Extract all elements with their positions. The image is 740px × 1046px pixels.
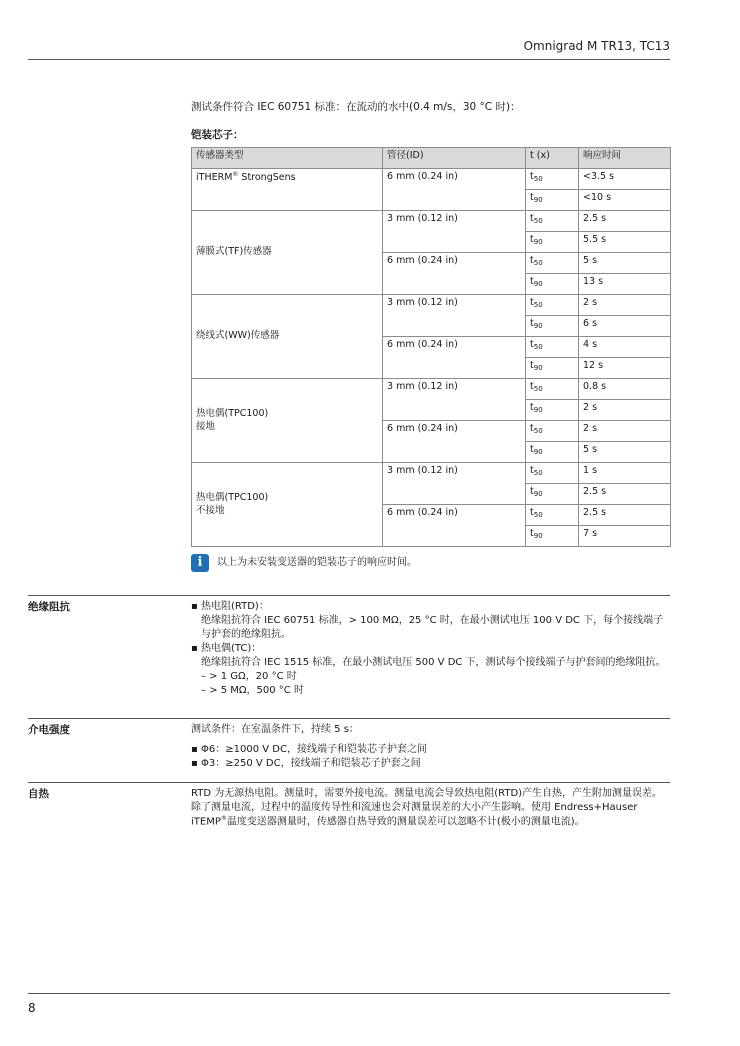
t90-cell: $t_{90}$	[526, 484, 579, 505]
diameter-cell: 6 mm (0.24 in)	[383, 337, 526, 379]
table-header-row	[192, 148, 671, 169]
footer-divider	[28, 993, 670, 994]
sensor-type-cell	[192, 463, 383, 547]
column-header-diameter: 管径(ID)	[383, 148, 526, 169]
t50-cell: $t_{50}$	[526, 379, 579, 400]
table-row	[192, 211, 671, 232]
response-value: 2.5 s	[579, 505, 671, 526]
t50-cell: $t_{50}$	[526, 463, 579, 484]
sensor-name: 热电偶(TPC100)	[196, 491, 269, 503]
diameter-cell: 6 mm (0.24 in)	[383, 169, 526, 211]
sensor-type-cell	[192, 169, 383, 211]
t90-cell: $t_{90}$	[526, 358, 579, 379]
t90-cell: $t_{90}$	[526, 274, 579, 295]
response-value: 1 s	[579, 463, 671, 484]
response-value: 5.5 s	[579, 232, 671, 253]
response-value: 0.8 s	[579, 379, 671, 400]
info-note-text: 以上为未安装变送器的铠装芯子的响应时间。	[217, 557, 417, 569]
diameter-cell: 6 mm (0.24 in)	[383, 505, 526, 547]
table-row	[192, 463, 671, 484]
list-item: ▪ Φ6：≥1000 V DC，接线端子和铠装芯子护套之间	[191, 743, 670, 757]
sensor-type-cell	[192, 295, 383, 379]
sensor-grounding: 不接地	[196, 504, 225, 516]
dielectric-body	[191, 723, 670, 771]
table-row	[192, 379, 671, 400]
t50-cell: $t_{50}$	[526, 211, 579, 232]
armored-insert-heading: 铠装芯子：	[191, 129, 244, 141]
response-value: 4 s	[579, 337, 671, 358]
response-value: <10 s	[579, 190, 671, 211]
dielectric-intro: 测试条件：在室温条件下，持续 5 s：	[191, 724, 359, 735]
sensor-name-suffix: StrongSens	[238, 172, 296, 184]
test-conditions-intro: 测试条件符合 IEC 60751 标准：在流动的水中(0.4 m/s，30 °C 时)：	[191, 101, 521, 113]
response-value: 2.5 s	[579, 211, 671, 232]
sensor-type-cell	[192, 379, 383, 463]
rtd-title: ▪ 热电阻(RTD)：	[201, 601, 269, 612]
insulation-section	[28, 595, 670, 696]
table-row	[192, 169, 671, 190]
response-value: 13 s	[579, 274, 671, 295]
tc-value-2: – > 5 MΩ，500 °C 时	[201, 685, 304, 696]
t90-cell: $t_{90}$	[526, 442, 579, 463]
diameter-cell: 3 mm (0.12 in)	[383, 211, 526, 253]
response-value: 2 s	[579, 295, 671, 316]
list-item: ▪ Φ3：≥250 V DC，接线端子和铠装芯子护套之间	[191, 757, 670, 771]
tc-text: 绝缘阻抗符合 IEC 1515 标准，在最小测试电压 500 V DC 下，测试每个接线端子与护套间的绝缘阻抗。	[201, 657, 666, 668]
sensor-grounding: 接地	[196, 420, 216, 432]
document-title: Omnigrad M TR13, TC13	[523, 39, 670, 53]
tc-value-1: – > 1 GΩ，20 °C 时	[201, 671, 297, 682]
response-value: 2.5 s	[579, 484, 671, 505]
response-value: <3.5 s	[579, 169, 671, 190]
sensor-type-cell	[192, 211, 383, 295]
diameter-cell: 6 mm (0.24 in)	[383, 421, 526, 463]
dielectric-section	[28, 718, 670, 769]
page-number: 8	[28, 1001, 36, 1015]
insulation-label: 绝缘阻抗	[28, 601, 70, 613]
dielectric-label: 介电强度	[28, 724, 70, 736]
t90-cell: $t_{90}$	[526, 232, 579, 253]
table-row	[192, 295, 671, 316]
info-icon: i	[191, 554, 209, 572]
t90-cell: $t_{90}$	[526, 400, 579, 421]
response-value: 5 s	[579, 253, 671, 274]
rtd-text: 绝缘阻抗符合 IEC 60751 标准，> 100 MΩ，25 °C 时，在最小测试电压 100 V DC 下，每个接线端子与护套的绝缘阻抗。	[201, 615, 664, 640]
self-heating-section	[28, 782, 670, 828]
sensor-name: 热电偶(TPC100)	[196, 407, 269, 419]
diameter-cell: 6 mm (0.24 in)	[383, 253, 526, 295]
response-value: 5 s	[579, 442, 671, 463]
insulation-body	[191, 600, 670, 698]
t90-cell: $t_{90}$	[526, 526, 579, 547]
header-divider	[28, 59, 670, 60]
t50-cell: $t_{50}$	[526, 253, 579, 274]
t50-cell: $t_{50}$	[526, 421, 579, 442]
t90-cell: $t_{90}$	[526, 316, 579, 337]
info-note	[191, 554, 417, 572]
diameter-cell: 3 mm (0.12 in)	[383, 379, 526, 421]
self-heating-label: 自热	[28, 788, 49, 800]
tc-title: ▪ 热电偶(TC)：	[201, 643, 262, 654]
list-item	[191, 642, 670, 698]
response-value: 6 s	[579, 316, 671, 337]
response-value: 2 s	[579, 421, 671, 442]
diameter-cell: 3 mm (0.12 in)	[383, 463, 526, 505]
list-item	[191, 600, 670, 642]
t90-cell: $t_{90}$	[526, 190, 579, 211]
response-value: 2 s	[579, 400, 671, 421]
t50-cell: $t_{50}$	[526, 295, 579, 316]
self-heating-text: RTD 为无源热电阻。测量时，需要外接电流。测量电流会导致热电阻(RTD)产生自热，产生附加测量误差。除了测量电流，过程中的温度传导性和流速也会对测量误差的大小产生影响。使用 Endress+Hauser iTEMP®温度变送器测量时，传感器自热导致的测量误差可以忽略不计(极小的测量电流)。	[191, 788, 663, 828]
sensor-name: 绕线式(WW)传感器	[196, 330, 280, 342]
registered-mark: ®	[232, 171, 239, 178]
diameter-cell: 3 mm (0.12 in)	[383, 295, 526, 337]
t50-cell: $t_{50}$	[526, 505, 579, 526]
sensor-name: 薄膜式(TF)传感器	[196, 246, 272, 258]
column-header-t: t (x)	[526, 148, 579, 169]
column-header-response: 响应时间	[579, 148, 671, 169]
sensor-name: iTHERM	[196, 172, 233, 184]
t50-cell: $t_{50}$	[526, 169, 579, 190]
response-value: 12 s	[579, 358, 671, 379]
response-time-table	[191, 147, 671, 547]
self-heating-body	[191, 787, 670, 829]
t50-cell: $t_{50}$	[526, 337, 579, 358]
column-header-sensor: 传感器类型	[192, 148, 383, 169]
response-value: 7 s	[579, 526, 671, 547]
